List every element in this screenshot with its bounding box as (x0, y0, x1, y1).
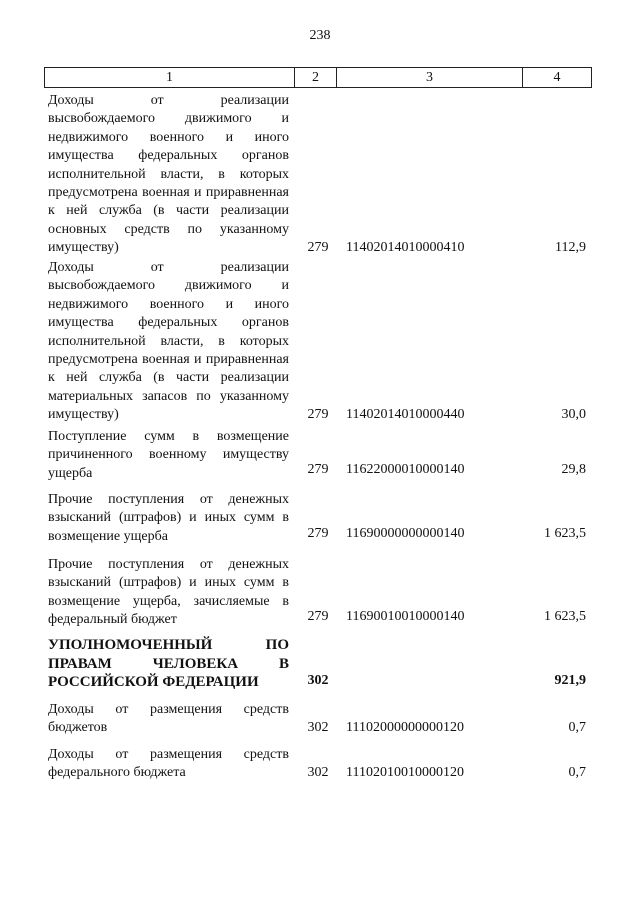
page-number: 238 (309, 28, 331, 43)
row-amount: 1 623,5 (544, 609, 586, 624)
row-amount: 921,9 (554, 673, 586, 688)
row-name: Поступление сумм в возмещение причиненного военному имуществу ущерба (48, 429, 289, 481)
row-amount: 0,7 (568, 765, 586, 780)
row-revenue-code: 11102010010000120 (346, 765, 464, 780)
row-admin-code: 279 (307, 609, 329, 624)
row-admin-code: 279 (307, 407, 329, 422)
row-name: Прочие поступления от денежных взысканий (штрафов) и иных сумм в возмещение ущерба (48, 492, 289, 544)
row-revenue-code: 11690010010000140 (346, 609, 465, 624)
row-name: Доходы от реализации высвобождаемого движимого и недвижимого военного и иного имущества федеральных органов исполнительной власти, в которых предусмотрена военная и приравненная к ней служба (в части реализации материальных запасов по указанному имуществу) (48, 260, 289, 423)
row-amount: 112,9 (555, 240, 586, 255)
row-revenue-code: 11402014010000440 (346, 407, 465, 422)
row-revenue-code: 11690000000000140 (346, 526, 465, 541)
row-admin-code: 279 (307, 526, 329, 541)
row-amount: 29,8 (561, 462, 586, 477)
row-admin-code: 279 (307, 462, 329, 477)
header-col-1: 1 (45, 68, 295, 87)
row-admin-code: 302 (307, 720, 329, 735)
row-amount: 0,7 (568, 720, 586, 735)
header-col-3: 3 (337, 68, 523, 87)
row-revenue-code: 11622000010000140 (346, 462, 465, 477)
table-header (44, 67, 592, 88)
row-admin-code: 302 (307, 673, 329, 688)
row-amount: 30,0 (561, 407, 586, 422)
header-col-4: 4 (553, 70, 561, 85)
row-amount: 1 623,5 (544, 526, 586, 541)
row-admin-code: 302 (307, 765, 329, 780)
row-name: Доходы от размещения средств федерального бюджета (48, 747, 289, 781)
row-revenue-code: 11402014010000410 (346, 240, 465, 255)
row-admin-code: 279 (307, 240, 329, 255)
header-col-2: 2 (295, 68, 337, 87)
row-name: Прочие поступления от денежных взысканий (штрафов) и иных сумм в возмещение ущерба, зачисляемые в федеральный бюджет (48, 557, 289, 628)
row-name: Доходы от реализации высвобождаемого движимого и недвижимого военного и иного имущества федеральных органов исполнительной власти, в которых предусмотрена военная и приравненная к ней служба (в части реализации основных средств по указанному имуществу) (48, 93, 289, 256)
row-name: Доходы от размещения средств бюджетов (48, 702, 289, 736)
row-revenue-code: 11102000000000120 (346, 720, 464, 735)
section-heading: УПОЛНОМОЧЕННЫЙ ПО ПРАВАМ ЧЕЛОВЕКА В РОССИЙСКОЙ ФЕДЕРАЦИИ (48, 637, 289, 690)
